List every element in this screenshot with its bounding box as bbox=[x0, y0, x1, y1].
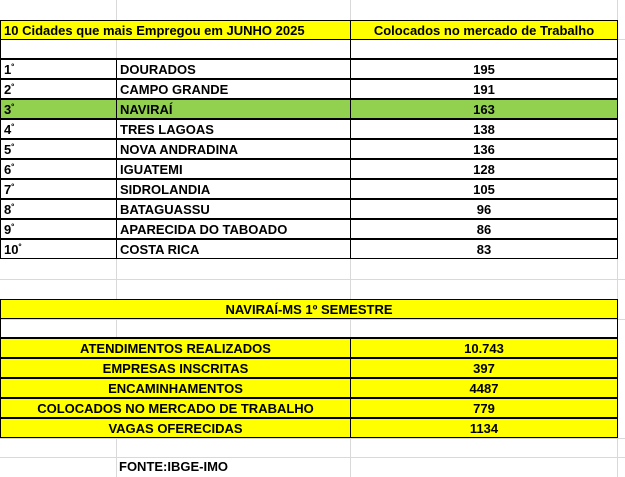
city-cell: SIDROLANDIA bbox=[116, 179, 351, 199]
rank-cell: $10^º$ bbox=[0, 239, 117, 259]
ranking-row bbox=[0, 179, 625, 199]
blank-cell bbox=[0, 39, 351, 59]
city-cell: BATAGUASSU bbox=[116, 199, 351, 219]
rank-cell: $3^º$ bbox=[0, 99, 117, 119]
source-note: FONTE:IBGE-IMO bbox=[119, 459, 229, 474]
ranking-row bbox=[0, 139, 625, 159]
semester-row bbox=[0, 378, 625, 398]
stat-value: 4487 bbox=[350, 378, 618, 398]
value-cell: 191 bbox=[350, 79, 618, 99]
stat-value: 397 bbox=[350, 358, 618, 378]
city-cell: IGUATEMI bbox=[116, 159, 351, 179]
stat-value: 1134 bbox=[350, 418, 618, 438]
ranking-header-left: 10 Cidades que mais Empregou em JUNHO 2025 bbox=[0, 20, 351, 40]
value-cell: 136 bbox=[350, 139, 618, 159]
ranking-row bbox=[0, 219, 625, 239]
blank-row bbox=[0, 39, 625, 59]
stat-label: VAGAS OFERECIDAS bbox=[0, 418, 351, 438]
city-cell: CAMPO GRANDE bbox=[116, 79, 351, 99]
ranking-header-right: Colocados no mercado de Trabalho bbox=[350, 20, 618, 40]
stat-value: 779 bbox=[350, 398, 618, 418]
semester-row bbox=[0, 418, 625, 438]
blank-row bbox=[0, 318, 625, 338]
semester-row bbox=[0, 398, 625, 418]
stat-label: COLOCADOS NO MERCADO DE TRABALHO bbox=[0, 398, 351, 418]
city-cell: NOVA ANDRADINA bbox=[116, 139, 351, 159]
blank-cell bbox=[350, 39, 618, 59]
stat-value: 10.743 bbox=[350, 338, 618, 358]
ranking-row bbox=[0, 239, 625, 259]
ranking-row bbox=[0, 79, 625, 99]
rank-cell: $4^º$ bbox=[0, 119, 117, 139]
city-cell: TRES LAGOAS bbox=[116, 119, 351, 139]
value-cell: 163 bbox=[350, 99, 618, 119]
value-cell: 128 bbox=[350, 159, 618, 179]
ranking-row bbox=[0, 119, 625, 139]
semester-row bbox=[0, 358, 625, 378]
value-cell: 96 bbox=[350, 199, 618, 219]
ranking-header-row bbox=[0, 20, 625, 40]
rank-cell: $7^º$ bbox=[0, 179, 117, 199]
city-cell: COSTA RICA bbox=[116, 239, 351, 259]
city-cell: DOURADOS bbox=[116, 59, 351, 79]
semester-row bbox=[0, 338, 625, 358]
rank-cell: $1^º$ bbox=[0, 59, 117, 79]
ranking-row bbox=[0, 159, 625, 179]
blank-cell bbox=[0, 318, 618, 338]
rank-cell: $9^º$ bbox=[0, 219, 117, 239]
city-cell: APARECIDA DO TABOADO bbox=[116, 219, 351, 239]
stat-label: ENCAMINHAMENTOS bbox=[0, 378, 351, 398]
semester-title: NAVIRAÍ-MS 1º SEMESTRE bbox=[0, 299, 618, 319]
ranking-row bbox=[0, 199, 625, 219]
ranking-row bbox=[0, 99, 625, 119]
grid-line bbox=[0, 438, 625, 439]
value-cell: 105 bbox=[350, 179, 618, 199]
rank-cell: $8^º$ bbox=[0, 199, 117, 219]
grid-line bbox=[0, 279, 625, 280]
rank-cell: $2^º$ bbox=[0, 79, 117, 99]
rank-cell: $5^º$ bbox=[0, 139, 117, 159]
value-cell: 138 bbox=[350, 119, 618, 139]
ranking-row bbox=[0, 59, 625, 79]
value-cell: 195 bbox=[350, 59, 618, 79]
semester-title-row bbox=[0, 299, 625, 319]
value-cell: 83 bbox=[350, 239, 618, 259]
value-cell: 86 bbox=[350, 219, 618, 239]
stat-label: EMPRESAS INSCRITAS bbox=[0, 358, 351, 378]
city-cell: NAVIRAÍ bbox=[116, 99, 351, 119]
rank-cell: $6^º$ bbox=[0, 159, 117, 179]
stat-label: ATENDIMENTOS REALIZADOS bbox=[0, 338, 351, 358]
